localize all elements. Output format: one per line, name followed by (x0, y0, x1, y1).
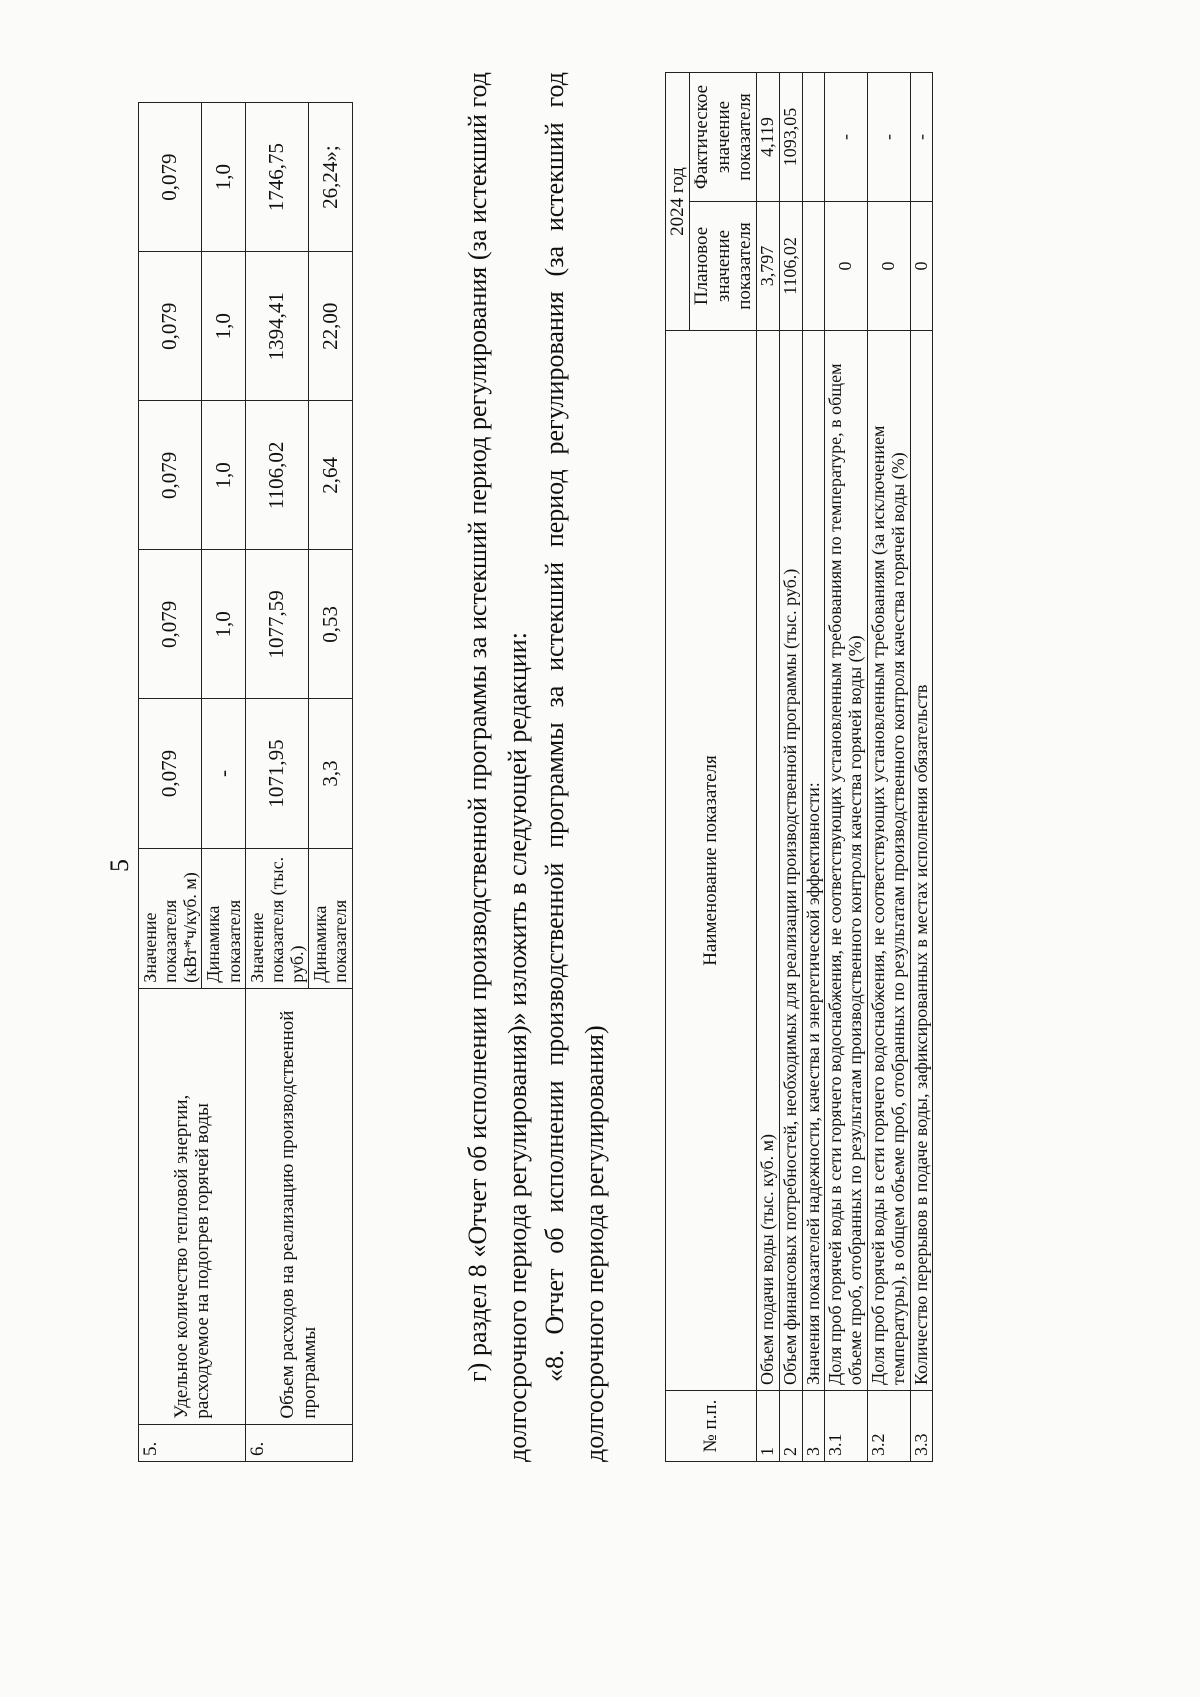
report-table (665, 72, 933, 1462)
row-number: 2 (779, 1391, 802, 1462)
indicator-name: Объем подачи воды (тыс. куб. м) (757, 331, 780, 1391)
value-cell: 0,079 (139, 252, 202, 401)
value-cell: 0,079 (139, 699, 202, 848)
header-row (666, 73, 690, 1462)
table-row (825, 73, 868, 1462)
value-cell: 1,0 (202, 401, 245, 550)
table-row (868, 73, 911, 1462)
value-cell: 1,0 (202, 252, 245, 401)
value-cell: 1077,59 (245, 550, 308, 699)
plan-value (802, 202, 825, 331)
table-row (779, 73, 802, 1462)
indicator-name: Объем расходов на реализацию производственной программы (245, 988, 352, 1424)
table-row (910, 73, 933, 1462)
value-cell: 2,64 (309, 401, 352, 550)
header-plan: Плановое значение показателя (690, 202, 757, 331)
table-row (245, 103, 308, 1462)
row-number: 3 (802, 1391, 825, 1462)
amendment-paragraph: г) раздел 8 «Отчет об исполнении производственной программы за истекший период регулирования (за истекший год долгосрочного периода регулирования)» изложить в следующей редакции: (463, 72, 532, 1462)
row-number: 1 (757, 1391, 780, 1462)
value-cell: 1,0 (202, 103, 245, 252)
value-cell: 1,0 (202, 550, 245, 699)
indicator-unit: Динамика показателя (309, 848, 352, 988)
fact-value: 1093,05 (779, 73, 802, 202)
table-row (757, 73, 780, 1462)
value-cell: 22,00 (309, 252, 352, 401)
plan-value: 0 (825, 202, 868, 331)
row-number: 5. (139, 1424, 246, 1461)
indicator-unit: Динамика показателя (202, 848, 245, 988)
header-name: Наименование показателя (666, 331, 757, 1391)
indicator-name: Доля проб горячей воды в сети горячего водоснабжения, не соответствующих установленным требованиям (за исключением температуры), в общем объеме проб, отобранных по результатам производственного контроля качества горячей воды (%) (868, 331, 911, 1391)
fact-value: 4,119 (757, 73, 780, 202)
indicator-unit: Значение показателя (тыс. руб.) (245, 848, 308, 988)
indicator-name: Значения показателей надежности, качества и энергетической эффективности: (802, 331, 825, 1391)
value-cell: 0,53 (309, 550, 352, 699)
top-table (138, 102, 353, 1462)
value-cell: 1106,02 (245, 401, 308, 550)
plan-value: 3,797 (757, 202, 780, 331)
value-cell: 0,079 (139, 550, 202, 699)
fact-value: - (868, 73, 911, 202)
value-cell: 1746,75 (245, 103, 308, 252)
indicator-name: Объем финансовых потребностей, необходимых для реализации производственной программы (тыс. руб.) (779, 331, 802, 1391)
plan-value: 0 (910, 202, 933, 331)
value-cell: 0,079 (139, 103, 202, 252)
table-row (139, 103, 202, 1462)
table-row (802, 73, 825, 1462)
value-cell: 26,24»; (309, 103, 352, 252)
value-cell: 0,079 (139, 401, 202, 550)
indicator-name: Количество перерывов в подаче воды, зафиксированных в местах исполнения обязательств (910, 331, 933, 1391)
fact-value: - (910, 73, 933, 202)
row-number: 6. (245, 1424, 352, 1461)
page-number: 5 (105, 859, 134, 872)
indicator-unit: Значение показателя (кВт*ч/куб. м) (139, 848, 202, 988)
indicator-name: Доля проб горячей воды в сети горячего водоснабжения, не соответствующих установленным требованиям по температуре, в общем объеме проб, отобранных по результатам производственного контроля качества горячей воды (%) (825, 331, 868, 1391)
fact-value (802, 73, 825, 202)
header-year: 2024 год (666, 73, 690, 331)
value-cell: 1071,95 (245, 699, 308, 848)
header-num: № п.п. (666, 1391, 757, 1462)
value-cell: - (202, 699, 245, 848)
row-number: 3.3 (910, 1391, 933, 1462)
section-8-heading: «8. Отчет об исполнении производственной программы за истекший период регулирования (за истекший год долгосрочного периода регулирования) (540, 72, 609, 1462)
header-fact: Фактическое значение показателя (690, 73, 757, 202)
value-cell: 1394,41 (245, 252, 308, 401)
row-number: 3.1 (825, 1391, 868, 1462)
indicator-name: Удельное количество тепловой энергии, расходуемое на подогрев горячей воды (139, 988, 246, 1424)
fact-value: - (825, 73, 868, 202)
value-cell: 3,3 (309, 699, 352, 848)
plan-value: 1106,02 (779, 202, 802, 331)
plan-value: 0 (868, 202, 911, 331)
row-number: 3.2 (868, 1391, 911, 1462)
